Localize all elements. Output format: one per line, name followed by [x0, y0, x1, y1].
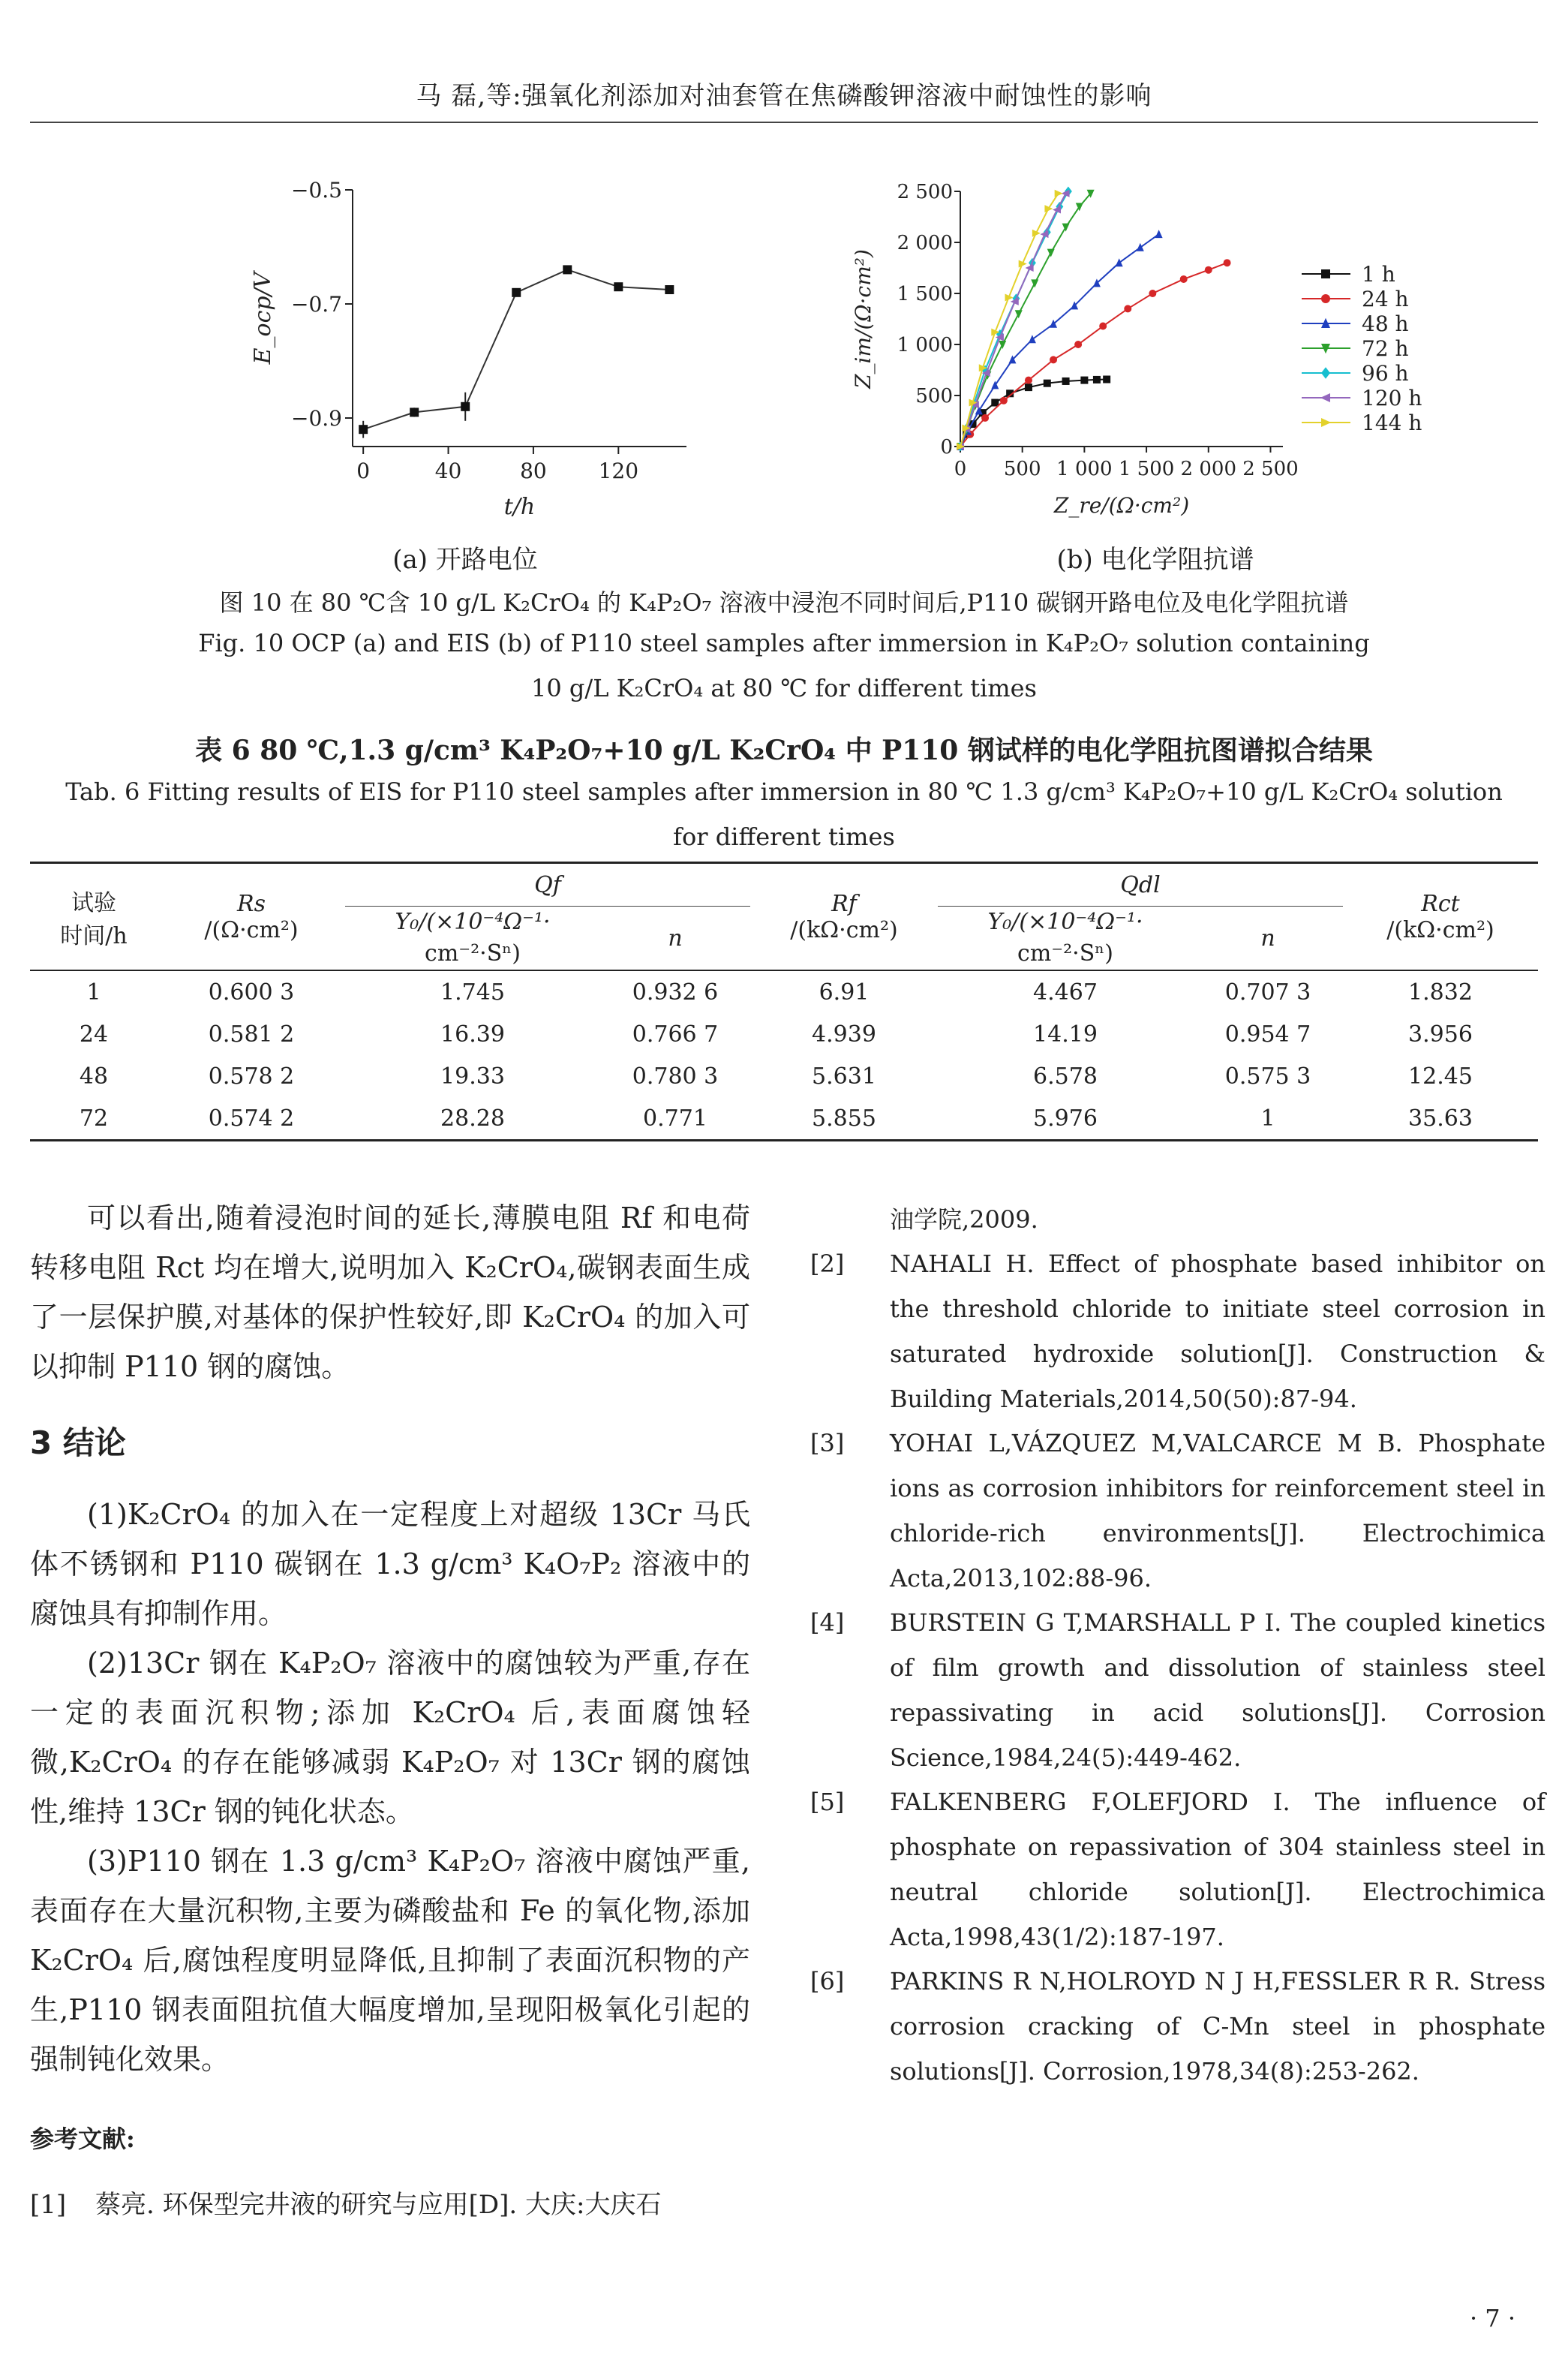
ref-5-number: [5] [810, 1788, 845, 1816]
eis-point [1080, 377, 1088, 384]
conclusion-1: (1)K₂CrO₄ 的加入在一定程度上对超级 13Cr 马氏体不锈钢和 P110 碳钢在 1.3 g/cm³ K₄O₇P₂ 溶液中的腐蚀具有抑制作用。 [30, 1498, 750, 1630]
ref-6 [810, 1959, 1545, 2094]
fitting-table [30, 862, 1538, 1141]
ocp-point [665, 285, 674, 294]
eis-chart [840, 161, 1515, 522]
table-cell: 0.600 3 [208, 979, 295, 1006]
table-cell: 6.578 [1033, 1063, 1098, 1090]
x-tick-label: 0 [356, 459, 371, 483]
left-column [30, 1193, 750, 1391]
table-cell: 0.578 2 [208, 1063, 295, 1090]
x-tick-label: 120 [598, 459, 639, 483]
ref-4-number: [4] [810, 1608, 845, 1637]
references-title: 参考文献: [30, 2125, 135, 2153]
ref-6-number: [6] [810, 1967, 845, 1996]
table-cell: 1.745 [440, 979, 505, 1006]
x-tick-label: 2 500 [1242, 458, 1299, 480]
paragraph-1: 可以看出,随着浸泡时间的延长,薄膜电阻 Rf 和电荷转移电阻 Rct 均在增大,说明加入 K₂CrO₄,碳钢表面生成了一层保护膜,对基体的保护性较好,即 K₂CrO₄ 的加入可以抑制 P110 钢的腐蚀。 [30, 1202, 750, 1383]
ref-4-text: BURSTEIN G T,MARSHALL P I. The coupled kinetics of film growth and dissolution of stainless steel repassivating in acid solutions[J]. Corrosion Science,1984,24(5):449-462. [890, 1608, 1545, 1772]
conclusions [30, 1490, 750, 2084]
table-cell: 0.771 [643, 1105, 707, 1132]
table-cell: 3.956 [1408, 1021, 1473, 1048]
table-cell: 12.45 [1408, 1063, 1473, 1090]
eis-point [1062, 377, 1070, 385]
running-header: 马 磊,等:强氧化剂添加对油套管在焦磷酸钾溶液中耐蚀性的影响 [416, 81, 1152, 111]
eis-point [1031, 279, 1038, 287]
eis-point [1029, 335, 1036, 343]
eis-point [1103, 376, 1110, 383]
y-tick-label: −0.5 [291, 178, 342, 203]
table-cell: 0.581 2 [208, 1021, 295, 1048]
legend-label: 72 h [1362, 336, 1409, 361]
col-time: 试验 时间/h [60, 889, 128, 949]
table-cell: 0.707 3 [1224, 979, 1311, 1006]
ocp-point [512, 288, 521, 297]
conclusion-2: (2)13Cr 钢在 K₄P₂O₇ 溶液中的腐蚀较为严重,存在一定的表面沉积物;添加 K₂CrO₄ 后,表面腐蚀轻微,K₂CrO₄ 的存在能够减弱 K₄P₂O₇ 对 13Cr 钢的腐蚀性,维持 13Cr 钢的钝化状态。 [30, 1647, 750, 1828]
eis-point [1000, 397, 1008, 405]
ref-1 [30, 2184, 750, 2221]
table-cell: 72 [79, 1105, 109, 1132]
ref-1-number: [1] [30, 2190, 67, 2220]
section-title: 3 结论 [30, 1424, 126, 1461]
col-qdl-y0: Y₀/(×10⁻⁴Ω⁻¹· [987, 908, 1143, 935]
ref-5-text: FALKENBERG F,OLEFJORD I. The influence of phosphate on repassivation of 304 stainless steel in neutral chloride solution[J]. Electrochimica Acta,1998,43(1/2):187-197. [890, 1788, 1545, 1951]
table-cell: 4.467 [1033, 979, 1098, 1006]
x-tick-label: 2 000 [1180, 458, 1236, 480]
eis-point [1155, 230, 1163, 238]
table-cell: 0.932 6 [632, 979, 719, 1006]
figure-caption-en-1: Fig. 10 OCP (a) and EIS (b) of P110 steel samples after immersion in K₄P₂O₇ solution containing [198, 629, 1370, 657]
legend-label: 120 h [1362, 386, 1422, 411]
legend-marker [1321, 294, 1330, 303]
table-cell: 1 [1260, 1105, 1275, 1132]
series-line-24h [960, 263, 1227, 447]
col-qdl-y0-unit: cm⁻²·Sⁿ) [1017, 940, 1113, 967]
x-tick-label: 40 [434, 459, 462, 483]
ocp-point [359, 425, 368, 434]
table-cell: 0.766 7 [632, 1021, 719, 1048]
ref-2-text: NAHALI H. Effect of phosphate based inhibitor on the threshold chloride to initiate steel corrosion in saturated hydroxide solution[J]. Construction & Building Materials,2014,50(50):87-94. [890, 1250, 1545, 1413]
ocp-chart [225, 161, 705, 522]
y-tick-label: −0.7 [291, 292, 342, 317]
table-cell: 6.91 [819, 979, 870, 1006]
figure-caption-cn: 图 10 在 80 ℃含 10 g/L K₂CrO₄ 的 K₄P₂O₇ 溶液中浸泡不同时间后,P110 碳钢开路电位及电化学阻抗谱 [219, 588, 1349, 617]
y-tick-label: 1 000 [897, 334, 953, 356]
table-cell: 5.976 [1033, 1105, 1098, 1132]
x-axis-label: t/h [503, 494, 536, 520]
legend-marker [1320, 393, 1330, 402]
table-row [30, 1013, 1538, 1055]
table-cell: 5.855 [812, 1105, 876, 1132]
ref-3-number: [3] [810, 1429, 845, 1457]
table-cell: 5.631 [812, 1063, 876, 1090]
x-axis-label: Z_re/(Ω·cm²) [1053, 493, 1190, 518]
ocp-point [410, 408, 419, 417]
x-tick-label: 500 [1003, 458, 1041, 480]
ref-3-text: YOHAI L,VÁZQUEZ M,VALCARCE M B. Phosphate ions as corrosion inhibitors for reinforcement steel in chloride-rich environments[J]. Electrochimica Acta,2013,102:88-96. [890, 1429, 1545, 1593]
y-tick-label: −0.9 [291, 406, 342, 431]
panel-a-label: (a) 开路电位 [392, 545, 538, 575]
col-qf-y0: Y₀/(×10⁻⁴Ω⁻¹· [395, 908, 551, 935]
legend-label: 144 h [1362, 411, 1422, 435]
eis-point [1055, 190, 1063, 197]
y-tick-label: 2 000 [897, 232, 953, 254]
table-cell: 0.954 7 [1224, 1021, 1311, 1048]
eis-point [1025, 377, 1032, 384]
eis-point [1124, 305, 1131, 312]
eis-point [1116, 258, 1123, 266]
y-tick-label: 0 [940, 436, 953, 459]
eis-point [1137, 243, 1144, 251]
ref-6-text: PARKINS R N,HOLROYD N J H,FESSLER R R. Stress corrosion cracking of C-Mn steel in phosphate solutions[J]. Corrosion,1978,34(8):253-262. [890, 1967, 1545, 2086]
panel-b-label: (b) 电化学阻抗谱 [1056, 545, 1254, 575]
table-cell: 4.939 [812, 1021, 876, 1048]
table-row [30, 1055, 1538, 1097]
legend-label: 24 h [1362, 287, 1409, 311]
ref-1-text: 蔡亮. 环保型完井液的研究与应用[D]. 大庆:大庆石 [95, 2190, 662, 2220]
legend-label: 48 h [1362, 311, 1409, 336]
legend-label: 1 h [1362, 262, 1395, 287]
eis-point [1099, 323, 1107, 330]
table-row [30, 970, 1538, 1013]
table-title-en-2: for different times [673, 823, 895, 851]
col-qdl: Qdl [938, 863, 1343, 907]
table-cell: 24 [79, 1021, 109, 1048]
y-tick-label: 2 500 [897, 181, 953, 203]
figure-caption-en-2: 10 g/L K₂CrO₄ at 80 ℃ for different times [531, 674, 1037, 702]
legend-marker [1321, 269, 1330, 278]
ref-3 [810, 1421, 1545, 1601]
table-title-en-1: Tab. 6 Fitting results of EIS for P110 steel samples after immersion in 80 ℃ 1.3 g/cm³ K₄P₂O₇+10 g/L K₂CrO₄ solution [65, 777, 1503, 806]
y-axis-label: E_ocp/V [250, 272, 276, 365]
ocp-point [563, 265, 572, 274]
conclusion-3: (3)P110 钢在 1.3 g/cm³ K₄P₂O₇ 溶液中腐蚀严重,表面存在大量沉积物,主要为磷酸盐和 Fe 的氧化物,添加 K₂CrO₄ 后,腐蚀程度明显降低,且抑制了表面沉积物的产生,P110 钢表面阻抗值大幅度增加,呈现阳极氧化引起的强制钝化效果。 [30, 1845, 750, 2076]
table-header-row-1 [30, 863, 1538, 907]
eis-point [1074, 341, 1082, 348]
eis-point [1050, 356, 1057, 363]
legend-label: 96 h [1362, 361, 1409, 386]
ref-2-number: [2] [810, 1250, 845, 1278]
eis-point [1044, 205, 1053, 212]
eis-point [1180, 275, 1188, 283]
eis-point [1032, 230, 1041, 237]
table-row [30, 1097, 1538, 1141]
col-qf: Qf [345, 863, 750, 907]
ocp-point [614, 282, 623, 291]
table-cell: 48 [79, 1063, 109, 1090]
col-qf-n: n [668, 925, 683, 952]
y-tick-label: 1 500 [897, 283, 953, 305]
table-cell: 0.574 2 [208, 1105, 295, 1132]
eis-point [981, 414, 989, 422]
x-tick-label: 1 000 [1056, 458, 1113, 480]
eis-point [1015, 310, 1023, 318]
y-tick-label: 500 [915, 385, 953, 408]
table-cell: 16.39 [440, 1021, 505, 1048]
eis-point [1093, 376, 1101, 383]
page-number: · 7 · [1469, 2304, 1515, 2332]
series-line-96h [960, 191, 1068, 447]
ref-2 [810, 1241, 1545, 1421]
col-rct: Rct /(kΩ·cm²) [1386, 890, 1494, 943]
legend-marker [1321, 418, 1331, 427]
eis-point [1044, 380, 1051, 387]
eis-point [999, 341, 1006, 349]
col-rs: Rs /(Ω·cm²) [204, 890, 299, 943]
table-cell: 14.19 [1033, 1021, 1098, 1048]
table-cell: 35.63 [1408, 1105, 1473, 1132]
eis-point [1205, 266, 1212, 274]
eis-point [1025, 383, 1032, 391]
legend-marker [1321, 367, 1330, 379]
table-cell: 28.28 [440, 1105, 505, 1132]
col-qdl-n: n [1260, 925, 1275, 952]
col-rf: Rf /(kΩ·cm²) [790, 890, 898, 943]
y-axis-label: Z_im/(Ω·cm²) [851, 249, 876, 389]
eis-point [1224, 259, 1231, 266]
table-cell: 19.33 [440, 1063, 505, 1090]
x-tick-label: 0 [954, 458, 967, 480]
table-cell: 1 [86, 979, 101, 1006]
ocp-point [461, 402, 470, 411]
eis-point [1047, 249, 1055, 257]
header-rule [30, 122, 1538, 123]
table-title-cn: 表 6 80 ℃,1.3 g/cm³ K₄P₂O₇+10 g/L K₂CrO₄ 中 P110 钢试样的电化学阻抗图谱拟合结果 [195, 735, 1373, 766]
eis-point [1149, 290, 1156, 297]
series-line-48h [960, 234, 1159, 447]
table-cell: 1.832 [1408, 979, 1473, 1006]
ref-5 [810, 1779, 1545, 1959]
ref-4 [810, 1600, 1545, 1780]
table-cell: 0.575 3 [1224, 1063, 1311, 1090]
x-tick-label: 1 500 [1118, 458, 1175, 480]
table-cell: 0.780 3 [632, 1063, 719, 1090]
ref-1-continued: 油学院,2009. [890, 1205, 1038, 1234]
x-tick-label: 80 [520, 459, 547, 483]
col-qf-y0-unit: cm⁻²·Sⁿ) [425, 940, 521, 967]
